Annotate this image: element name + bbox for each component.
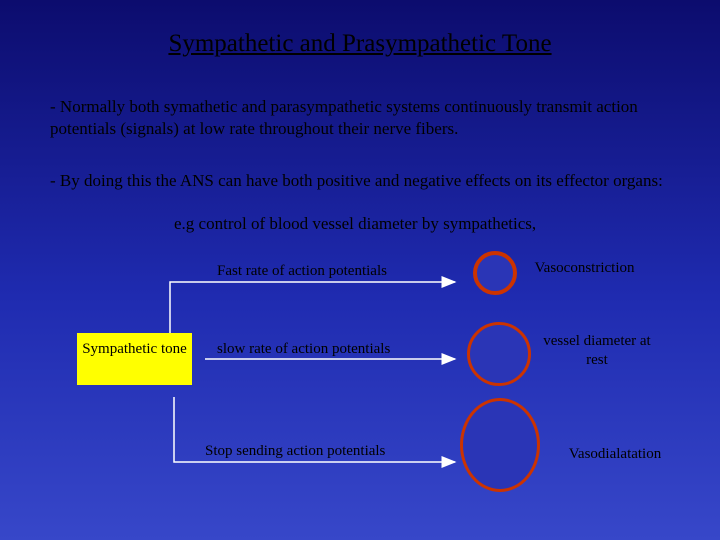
branch-label-slow: slow rate of action potentials bbox=[217, 341, 391, 357]
result-vasoconstriction: Vasoconstriction bbox=[534, 260, 635, 276]
paragraph-effects: - By doing this the ANS can have both positive and negative effects on its effector organs: bbox=[50, 171, 663, 190]
connector-top bbox=[170, 282, 455, 333]
result-at-rest: vessel diameter at rest bbox=[543, 333, 651, 368]
branch-label-stop: Stop sending action potentials bbox=[205, 443, 386, 459]
paragraph-normal-tone: - Normally both symathetic and parasympathetic systems continuously transmit action potentials (signals) at low rate throughout their nerve fibers. bbox=[50, 97, 638, 138]
vessel-constricted bbox=[473, 251, 517, 295]
vessel-at-rest bbox=[467, 322, 531, 386]
branch-label-fast: Fast rate of action potentials bbox=[217, 263, 387, 279]
result-vasodilatation: Vasodialatation bbox=[568, 446, 662, 462]
example-text: e.g control of blood vessel diameter by sympathetics, bbox=[174, 214, 537, 233]
vessel-dilated bbox=[460, 398, 540, 492]
slide-title: Sympathetic and Prasympathetic Tone bbox=[168, 30, 552, 57]
sympathetic-tone-box: Sympathetic tone bbox=[77, 333, 192, 385]
